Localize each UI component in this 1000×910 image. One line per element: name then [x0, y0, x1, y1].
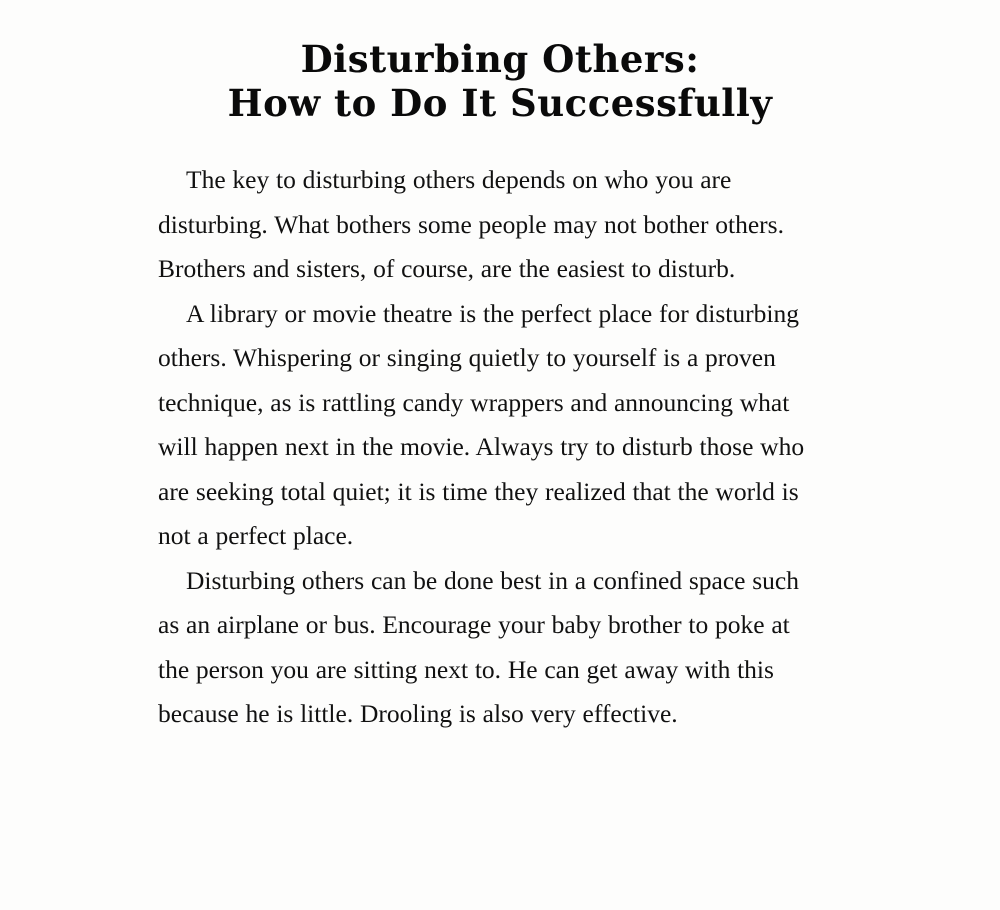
paragraph: The key to disturbing others depends on who you are disturbing. What bothers some people may not bother others. Brothers and sisters, of course, are the easiest to disturb.: [158, 165, 784, 283]
paragraph: Disturbing others can be done best in a confined space such as an airplane or bus. Encourage your baby brother to poke at the person you are sitting next to. He can get away with this because he is little. Drooling is also very effective.: [158, 565, 799, 728]
paragraph: A library or movie theatre is the perfect place for disturbing others. Whispering or singing quietly to yourself is a proven technique, as is rattling candy wrappers and announcing what will happen next in the movie. Always try to disturb those who are seeking total quiet; it is time they realized that the world is not a perfect place.: [158, 298, 805, 550]
title-line-1: Disturbing Others:: [300, 37, 700, 81]
page-title: [0, 0, 1000, 125]
title-line-2: How to Do It Successfully: [227, 80, 773, 125]
body-text: [158, 158, 806, 737]
